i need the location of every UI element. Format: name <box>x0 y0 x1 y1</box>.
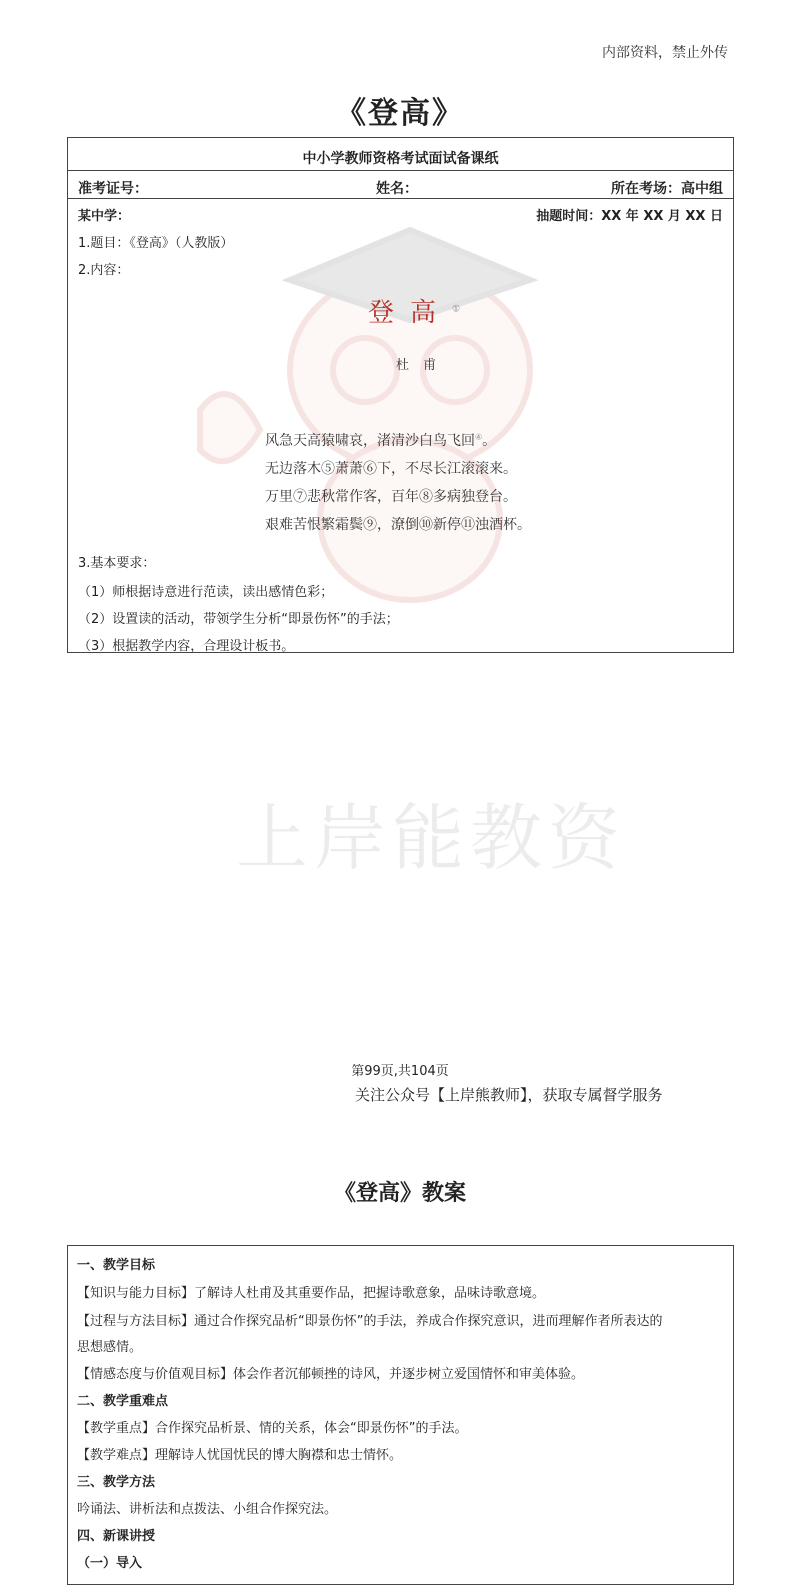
poem-line: 艰难苦恨繁霜鬓⑨，潦倒⑩新停⑪浊酒杯。 <box>265 517 531 533</box>
name-label: 姓名： <box>376 181 418 197</box>
requirement-item: （3）根据教学内容，合理设计板书。 <box>78 639 295 654</box>
divider <box>68 170 733 171</box>
divider <box>68 198 733 199</box>
requirement-item: （1）师根据诗意进行范读，读出感情色彩； <box>78 585 334 600</box>
lesson-plan-box <box>67 1245 734 1585</box>
poem-line: 风急天高猿啸哀，渚清沙白鸟飞回④。 <box>265 432 497 449</box>
poem-author: 杜甫 <box>396 358 451 373</box>
content-label: 2.内容： <box>78 263 130 278</box>
venue-label: 所在考场：高中组 <box>611 181 723 197</box>
exam-number-label: 准考证号： <box>78 181 148 197</box>
poem-line: 万里⑦悲秋常作客，百年⑧多病独登台。 <box>265 489 517 505</box>
poem-title: 登高① <box>368 298 461 328</box>
section-heading-new: 四、新课讲授 <box>77 1529 156 1544</box>
goal-emotion: 【情感态度与价值观目标】体会作者沉郁顿挫的诗风，并逐步树立爱国情怀和审美体验。 <box>77 1367 585 1382</box>
poem-line: 无边落木⑤萧萧⑥下，不尽长江滚滚来。 <box>265 461 517 477</box>
draw-time: 抽题时间：XX 年 XX 月 XX 日 <box>536 209 723 224</box>
paper-title: 中小学教师资格考试面试备课纸 <box>302 151 499 167</box>
topic-line: 1.题目：《登高》（人教版） <box>78 236 234 251</box>
difficult-point: 【教学难点】理解诗人忧国忧民的博大胸襟和忠士情怀。 <box>77 1448 403 1463</box>
section-heading-key: 二、教学重难点 <box>77 1394 169 1409</box>
document-title: 《登高》 <box>336 96 464 131</box>
goal-process: 【过程与方法目标】通过合作探究品析“即景伤怀”的手法，养成合作探究意识，进而理解作者所表达的 <box>77 1314 663 1329</box>
goal-process-cont: 思想感情。 <box>77 1340 143 1355</box>
page-number: 第99页,共104页 <box>351 1064 449 1079</box>
exam-prep-sheet <box>67 137 734 653</box>
lesson-plan-title: 《登高》教案 <box>333 1180 466 1206</box>
requirement-item: （2）设置读的活动，带领学生分析“即景伤怀”的手法； <box>78 612 399 627</box>
school-label: 某中学： <box>78 209 131 224</box>
goal-knowledge: 【知识与能力目标】了解诗人杜甫及其重要作品，把握诗歌意象，品味诗歌意境。 <box>77 1286 546 1301</box>
key-point: 【教学重点】合作探究品析景、情的关系，体会“即景伤怀”的手法。 <box>77 1421 468 1436</box>
section-heading-method: 三、教学方法 <box>77 1475 156 1490</box>
methods: 吟诵法、讲析法和点拨法、小组合作探究法。 <box>77 1502 338 1517</box>
intro-heading: （一）导入 <box>77 1556 143 1571</box>
requirements-label: 3.基本要求： <box>78 556 156 571</box>
section-heading-goals: 一、教学目标 <box>77 1258 156 1273</box>
confidential-note: 内部资料，禁止外传 <box>602 45 728 61</box>
promo-footer: 关注公众号【上岸熊教师】，获取专属督学服务 <box>355 1086 663 1104</box>
brand-watermark: 上岸能教资 <box>236 796 627 880</box>
